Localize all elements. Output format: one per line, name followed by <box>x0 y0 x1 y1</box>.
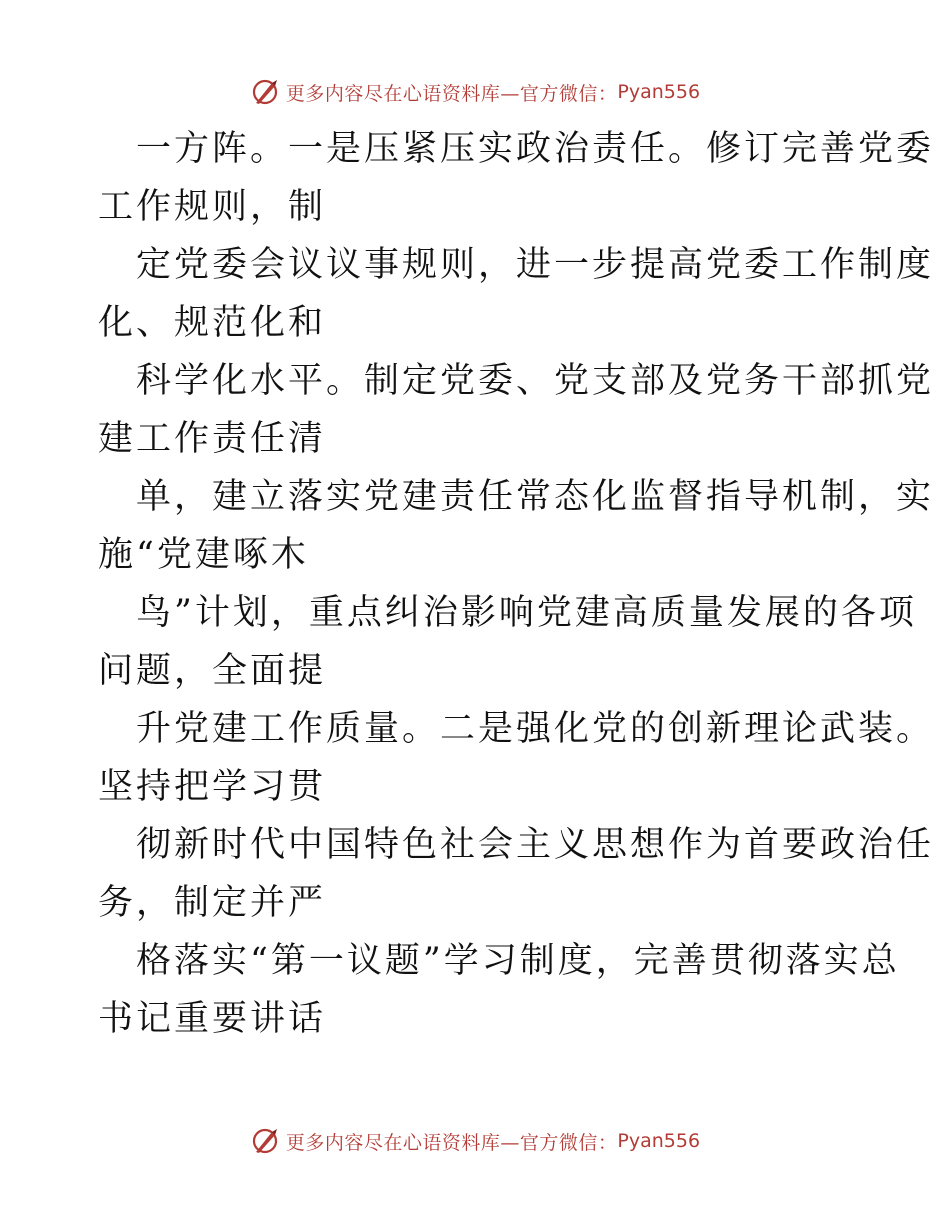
text-line: 升党建工作质量。二是强化党的创新理论武装。 <box>136 709 935 749</box>
text-line: 单，建立落实党建责任常态化监督指导机制，实 <box>136 477 935 517</box>
wechat-id: Pyan556 <box>617 1130 701 1152</box>
text-line: 建工作责任清 <box>98 419 327 459</box>
banner-text: 更多内容尽在心语资料库—官方微信： <box>285 1131 618 1154</box>
text-line: 科学化水平。制定党委、党支部及党务干部抓党 <box>136 361 935 401</box>
text-line: 问题，全面提 <box>98 651 327 691</box>
text-line: 务，制定并严 <box>98 883 327 923</box>
text-line: 工作规则，制 <box>98 187 327 227</box>
document-body <box>98 120 935 1048</box>
header-banner <box>0 72 950 112</box>
text-line: 鸟”计划，重点纠治影响党建高质量发展的各项 <box>136 593 917 633</box>
wechat-id: Pyan556 <box>617 81 701 103</box>
quill-pen-logo-icon <box>250 77 280 107</box>
text-line: 施“党建啄木 <box>98 535 309 575</box>
banner-text: 更多内容尽在心语资料库—官方微信： <box>285 82 618 105</box>
text-line: 坚持把学习贯 <box>98 767 327 807</box>
text-line: 格落实“第一议题”学习制度，完善贯彻落实总 <box>136 941 900 981</box>
text-line: 彻新时代中国特色社会主义思想作为首要政治任 <box>136 825 935 865</box>
quill-pen-logo-icon <box>250 1126 280 1156</box>
text-line: 化、规范化和 <box>98 303 327 343</box>
footer-banner <box>0 1121 950 1161</box>
text-line: 一方阵。一是压紧压实政治责任。修订完善党委 <box>136 129 935 169</box>
text-line: 定党委会议议事规则，进一步提高党委工作制度 <box>136 245 935 285</box>
text-line: 书记重要讲话 <box>98 999 327 1039</box>
